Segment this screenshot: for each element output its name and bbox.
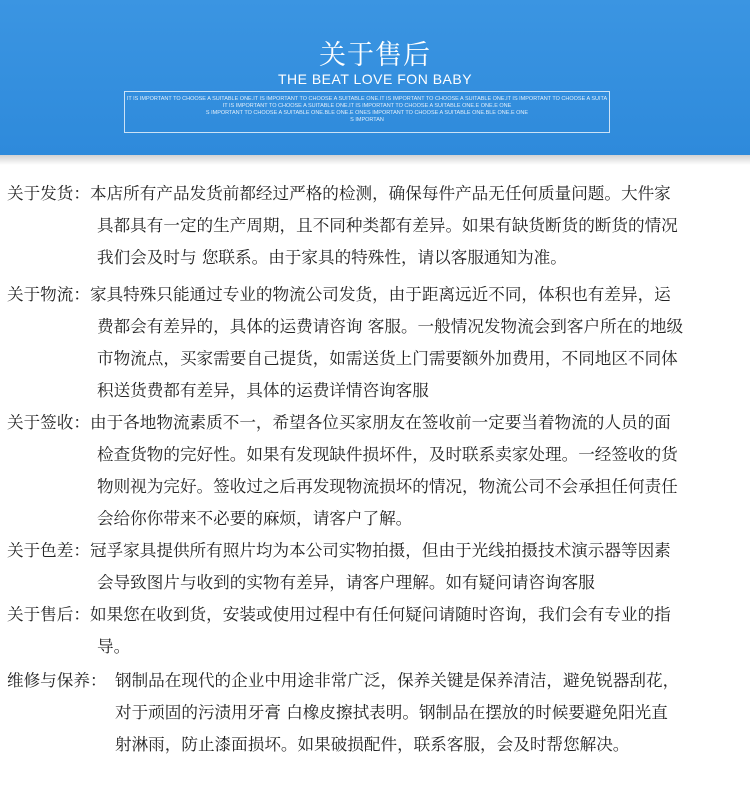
- tagline-line: IT IS IMPORTANT TO CHOOSE A SUITABLE ONE.IT IS IMPORTANT TO CHOOSE A SUITABLE ONE.E ONE.E ONE: [222, 103, 512, 109]
- section-line: 物则视为完好。签收过之后再发现物流损坏的情况，物流公司不会承担任何责任: [97, 477, 678, 496]
- section-line: 射淋雨，防止漆面损坏。如果破损配件，联系客服，会及时帮您解决。: [115, 735, 630, 754]
- section-line: 我们会及时与 您联系。由于家具的特殊性，请以客服通知为准。: [97, 248, 567, 267]
- section-label: 关于发货：: [7, 184, 90, 203]
- section-label: 关于签收：: [7, 413, 90, 432]
- page-subtitle: THE BEAT LOVE FON BABY: [277, 71, 473, 87]
- section-line: 检查货物的完好性。如果有发现缺件损坏件，及时联系卖家处理。一经签收的货: [97, 445, 678, 464]
- page-title: 关于售后: [319, 40, 431, 71]
- tagline-line: S IMPORTAN: [350, 117, 384, 123]
- section-line: 会给你你带来不必要的麻烦，请客户了解。: [97, 509, 413, 528]
- section-line: 费都会有差异的，具体的运费请咨询 客服。一般情况发物流会到客户所在的地级: [97, 317, 684, 336]
- section-label: 维修与保养：: [7, 671, 107, 690]
- tagline-line: S IMPORTANT TO CHOOSE A SUITABLE ONE.BLE ONE.E ONES IMPORTANT TO CHOOSE A SUITABLE ONE.BLE ONE.E ONE: [205, 110, 529, 116]
- banner-shadow: [0, 155, 750, 165]
- section-line: 会导致图片与收到的实物有差异，请客户理解。如有疑问请咨询客服: [97, 573, 595, 592]
- section-line: 积送货费都有差异，具体的运费详情咨询客服: [97, 381, 429, 400]
- section-line: 如果您在收到货，安装或使用过程中有任何疑问请随时咨询，我们会有专业的指: [90, 605, 671, 624]
- section-line: 家具特殊只能通过专业的物流公司发货，由于距离远近不同，体积也有差异，运: [90, 285, 671, 304]
- section-label: 关于售后：: [7, 605, 90, 624]
- section-line: 具都具有一定的生产周期，且不同种类都有差异。如果有缺货断货的断货的情况: [97, 216, 678, 235]
- section-line: 由于各地物流素质不一，希望各位买家朋友在签收前一定要当着物流的人员的面: [90, 413, 671, 432]
- section-line: 钢制品在现代的企业中用途非常广泛，保养关键是保养清洁，避免锐器刮花，: [115, 671, 680, 690]
- section-label: 关于物流：: [7, 285, 90, 304]
- tagline-line: IT IS IMPORTANT TO CHOOSE A SUITABLE ONE.IT IS IMPORTANT TO CHOOSE A SUITABLE ONE.IT IS IMPORTANT TO CHOOSE A SUITABLE ONE.IT IS IMPORTANT TO CHOOSE A SUITA: [126, 96, 608, 102]
- section-label: 关于色差：: [7, 541, 90, 560]
- section-line: 本店所有产品发货前都经过严格的检测，确保每件产品无任何质量问题。大件家: [90, 184, 671, 203]
- section-line: 对于顽固的污渍用牙膏 白橡皮擦拭表明。钢制品在摆放的时候要避免阳光直: [115, 703, 668, 722]
- section-line: 导。: [97, 637, 131, 656]
- section-line: 市物流点，买家需要自己提货，如需送货上门需要额外加费用，不同地区不同体: [97, 349, 678, 368]
- section-line: 冠孚家具提供所有照片均为本公司实物拍摄，但由于光线拍摄技术演示器等因素: [90, 541, 671, 560]
